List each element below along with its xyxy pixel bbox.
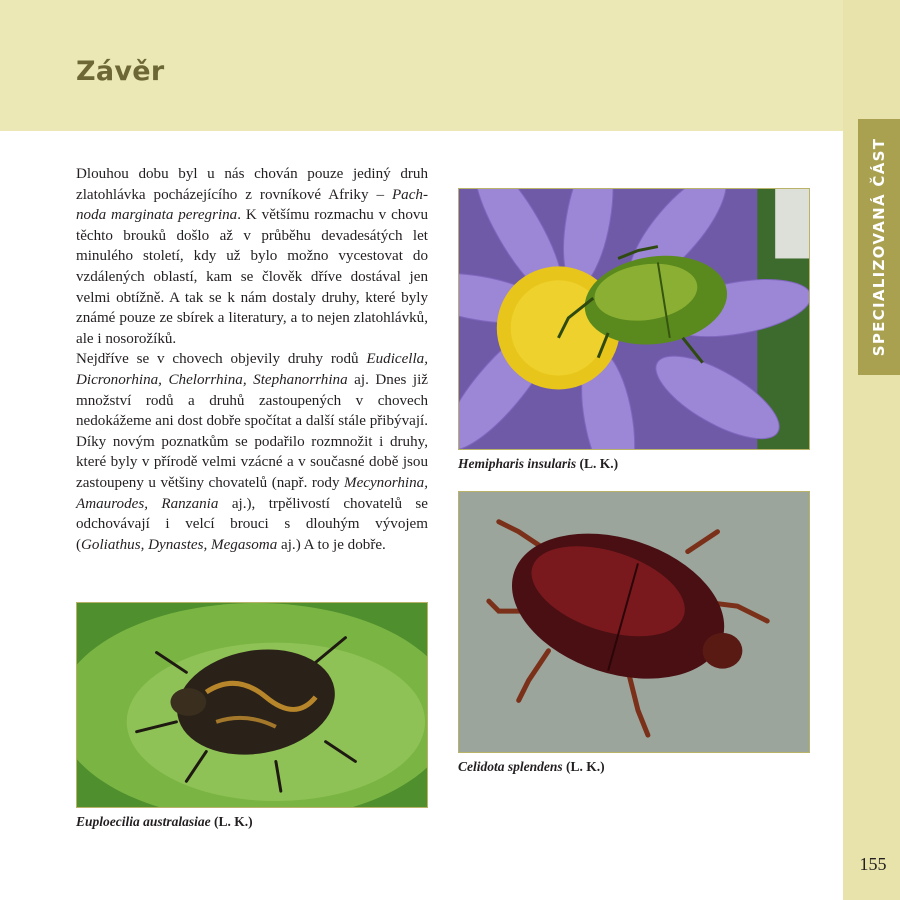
caption-credit: (L. K.) [566, 759, 605, 774]
caption-species: Euploecilia australasiae [76, 814, 211, 829]
photo-hemipharis-insularis [458, 188, 810, 450]
photo-celidota-splendens [458, 491, 810, 753]
section-tab-label: SPECIALIZOVANÁ ČÁST [870, 137, 888, 357]
p1-species: Pachnoda marginata peregrina [76, 186, 428, 224]
page-title: Závěr [76, 56, 165, 87]
p2-genera-a: Eudicella, Dicronorhina, Chelorrhina, Stephanorrhina [76, 351, 428, 388]
p2-genera-c: Goliathus, Dynastes, Megasoma [81, 536, 278, 553]
caption-euploecilia [76, 814, 253, 830]
page-number: 155 [859, 854, 887, 874]
photo-euploecilia-australasiae [76, 602, 428, 808]
caption-hemipharis [458, 456, 618, 472]
paragraph-1 [76, 164, 428, 349]
caption-celidota [458, 759, 605, 775]
paragraph-2 [76, 349, 428, 555]
p2-text-before: Nejdříve se v chovech objevily druhy rodů [76, 351, 367, 368]
p2-text-end: aj.) A to je dobře. [277, 536, 386, 553]
p2-text-mid2: aj.), trpělivostí chovatelů se odchovávají i velcí brouci s dlouhým vývojem ( [76, 495, 429, 553]
p2-text-mid1: aj. Dnes již množství rodů a druhů zastoupených v chovech nedokážeme ani dost dobře spočítat a další stále přibývají. Díky novým poznatkům se podařilo rozmnožit i druhy, které byly v přírodě velmi vzácné a v současné době jsou zastoupeny u většiny chovatelů (např. rody [76, 371, 429, 491]
caption-species: Hemipharis insularis [458, 456, 577, 471]
p2-genera-b: Mecynorhina, Amaurodes, Ranzania [76, 474, 428, 512]
caption-credit: (L. K.) [214, 814, 253, 829]
caption-species: Celidota splendens [458, 759, 563, 774]
body-text [76, 164, 428, 555]
caption-credit: (L. K.) [579, 456, 619, 471]
p1-text-after: . K většímu rozmachu v chovu těchto brouků došlo až v průběhu devadesátých let minulého století, kdy už bylo možno vycestovat do vzdálených oblastí, kam se člověk dříve dostával jen velmi obtížně. A tak se k nám dostaly druhy, které byly známé pouze ze sbírek a literatury, a to nejen zlatohlávků, ale i nosorožíků. [76, 207, 428, 347]
p1-text-before: Dlouhou dobu byl u nás chován pouze jediný druh zlatohlávka pocházejícího z rovníkové Afriky – [76, 166, 428, 203]
